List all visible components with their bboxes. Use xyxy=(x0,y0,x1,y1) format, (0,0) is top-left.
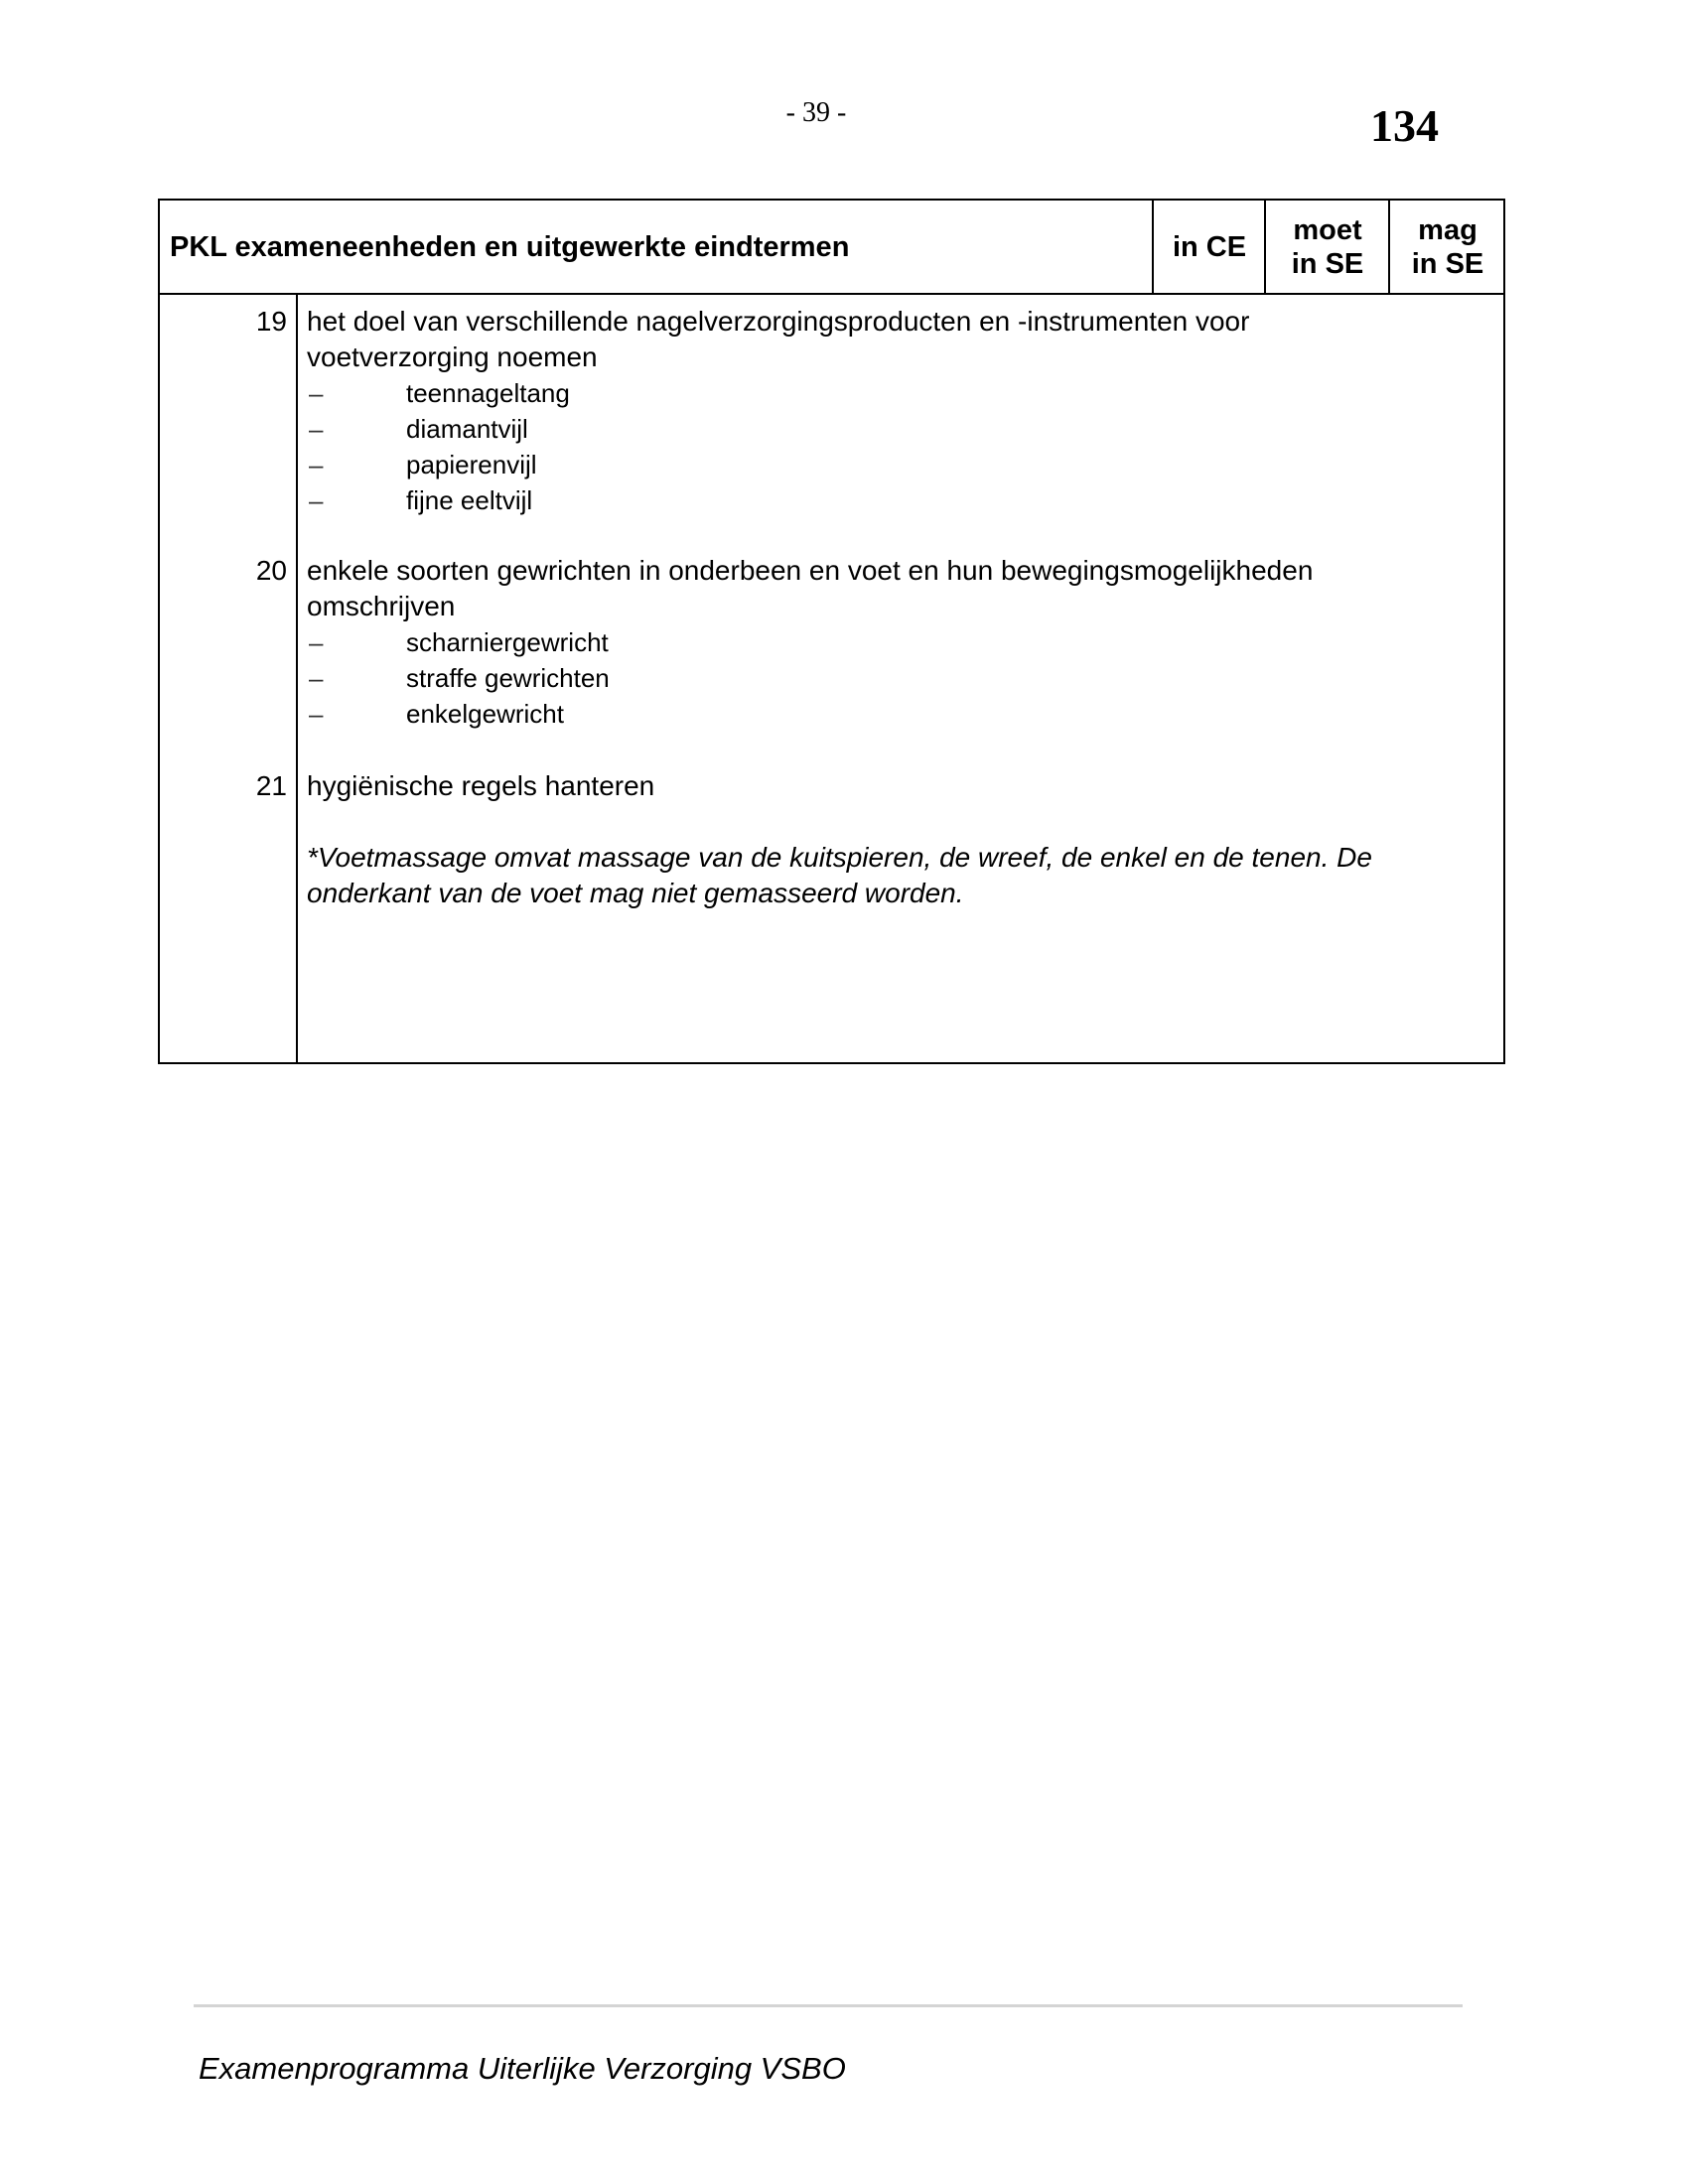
dash-bullet-icon: – xyxy=(309,378,324,408)
row-text-line: hygiënische regels hanteren xyxy=(307,770,655,801)
column-header-mag-line1: mag xyxy=(1418,213,1477,246)
row-number: 19 xyxy=(255,306,287,337)
footer-title: Examenprogramma Uiterlijke Verzorging VSBO xyxy=(199,2051,846,2086)
column-header-main: PKL exameneenheden en uitgewerkte eindtermen xyxy=(170,230,850,263)
list-item: – enkelgewricht xyxy=(307,696,1488,732)
list-item: – teennageltang xyxy=(307,375,1488,411)
number-column-divider xyxy=(296,293,298,1062)
footnote-line: *Voetmassage omvat massage van de kuitspieren, de wreef, de enkel en de tenen. De xyxy=(307,842,1372,873)
footnote xyxy=(307,840,1488,911)
page-number: - 39 - xyxy=(785,97,847,128)
list-item: – straffe gewrichten xyxy=(307,660,1488,696)
footnote-line: onderkant van de voet mag niet gemasseerd worden. xyxy=(307,878,964,908)
row-number: 21 xyxy=(255,770,287,801)
table-row xyxy=(307,553,1488,732)
document-number: 134 xyxy=(1370,100,1439,151)
row-text-line: omschrijven xyxy=(307,591,456,621)
row-number: 20 xyxy=(255,555,287,586)
table-row xyxy=(307,304,1488,518)
row-text-line: enkele soorten gewrichten in onderbeen en voet en hun bewegingsmogelijkheden xyxy=(307,555,1314,586)
column-header-moet-in-se xyxy=(1264,201,1389,293)
footer-divider xyxy=(194,2004,1463,2007)
table-header xyxy=(160,201,1503,295)
dash-bullet-icon: – xyxy=(309,699,324,729)
list-item: – papierenvijl xyxy=(307,447,1488,482)
dash-bullet-icon: – xyxy=(309,627,324,657)
eindtermen-table xyxy=(158,199,1505,1064)
table-row xyxy=(307,768,1488,804)
column-header-moet-line1: moet xyxy=(1293,213,1362,246)
dash-bullet-icon: – xyxy=(309,414,324,444)
row-text-line: het doel van verschillende nagelverzorgingsproducten en -instrumenten voor xyxy=(307,306,1250,337)
list-item: – scharniergewricht xyxy=(307,624,1488,660)
column-header-moet-line2: in SE xyxy=(1291,247,1364,280)
dash-bullet-icon: – xyxy=(309,663,324,693)
list-item: – diamantvijl xyxy=(307,411,1488,447)
row-text-line: voetverzorging noemen xyxy=(307,341,598,372)
column-header-mag-in-se xyxy=(1388,201,1505,293)
dash-bullet-icon: – xyxy=(309,485,324,515)
list-item: – fijne eeltvijl xyxy=(307,482,1488,518)
column-header-mag-line2: in SE xyxy=(1411,247,1484,280)
dash-bullet-icon: – xyxy=(309,450,324,479)
column-header-in-ce: in CE xyxy=(1152,201,1265,293)
